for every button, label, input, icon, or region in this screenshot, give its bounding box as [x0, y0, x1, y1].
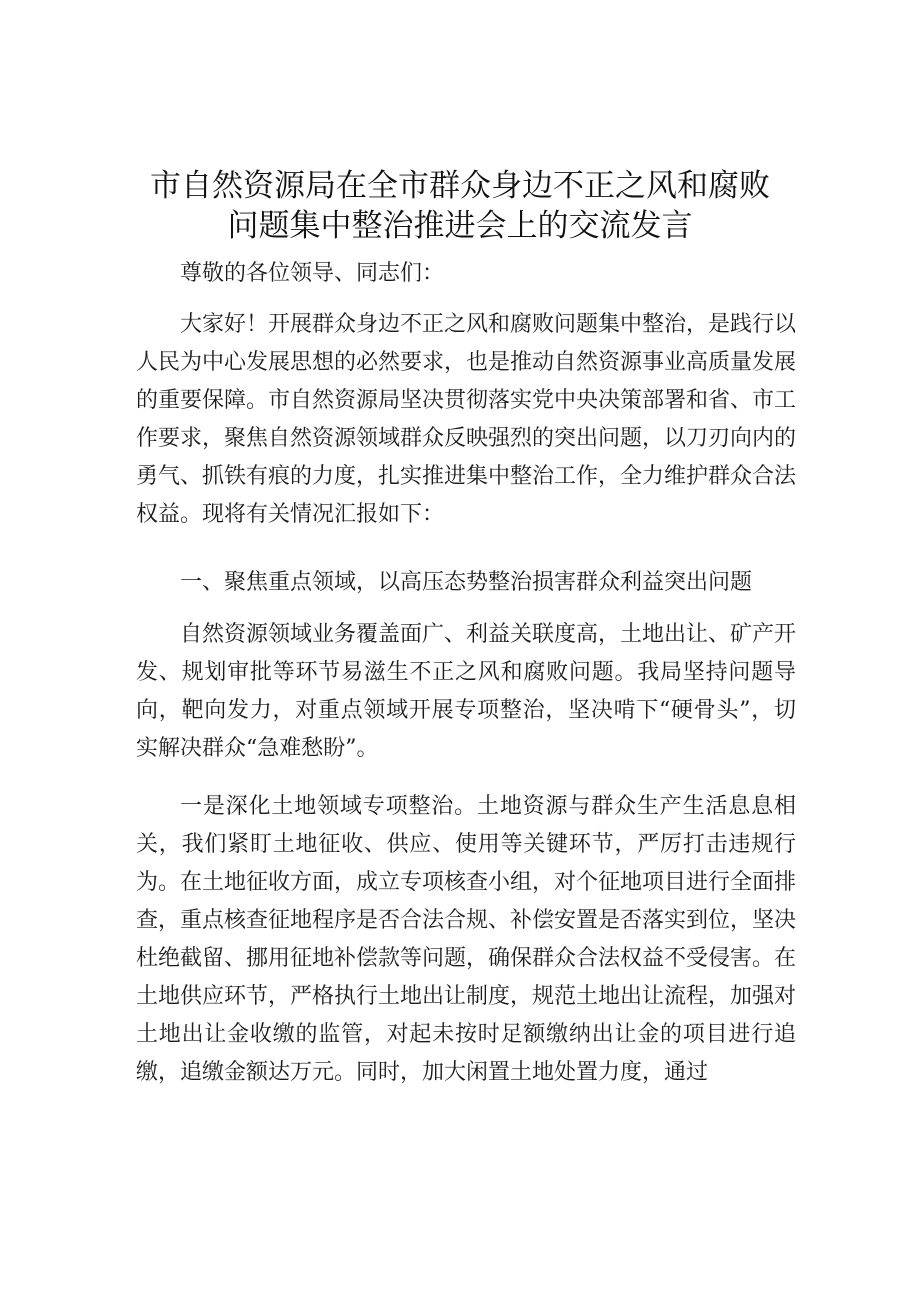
salutation: 尊敬的各位领导、同志们：	[180, 261, 445, 286]
document-title-line-2: 问题集中整治推进会上的交流发言	[227, 208, 693, 244]
document-title-line-1: 市自然资源局在全市群众身边不正之风和腐败	[150, 168, 770, 204]
paragraph-section-1-overview: 自然资源领域业务覆盖面广、利益关联度高，土地出让、矿产开发、规划审批等环节易滋生不正之风和腐败问题。我局坚持问题导向，靶向发力，对重点领域开展专项整治，坚决啃下“硬骨头”，切实解决群众“急难愁盼”。	[136, 622, 797, 761]
paragraph-intro: 大家好！开展群众身边不正之风和腐败问题集中整治，是践行以人民为中心发展思想的必然要求，也是推动自然资源事业高质量发展的重要保障。市自然资源局坚决贯彻落实党中央决策部署和省、市工作要求，聚焦自然资源领域群众反映强烈的突出问题，以刀刃向内的勇气、抓铁有痕的力度，扎实推进集中整治工作，全力维护群众合法权益。现将有关情况汇报如下：	[136, 312, 797, 527]
section-heading-1: 一、聚焦重点领域，以高压态势整治损害群众利益突出问题	[180, 570, 753, 595]
paragraph-land-rectification: 一是深化土地领域专项整治。土地资源与群众生产生活息息相关，我们紧盯土地征收、供应、使用等关键环节，严厉打击违规行为。在土地征收方面，成立专项核查小组，对个征地项目进行全面排查，重点核查征地程序是否合法合规、补偿安置是否落实到位，坚决杜绝截留、挪用征地补偿款等问题，确保群众合法权益不受侵害。在土地供应环节，严格执行土地出让制度，规范土地出让流程，加强对土地出让金收缴的监管，对起未按时足额缴纳出让金的项目进行追缴，追缴金额达万元。同时，加大闲置土地处置力度，通过	[136, 794, 797, 1085]
